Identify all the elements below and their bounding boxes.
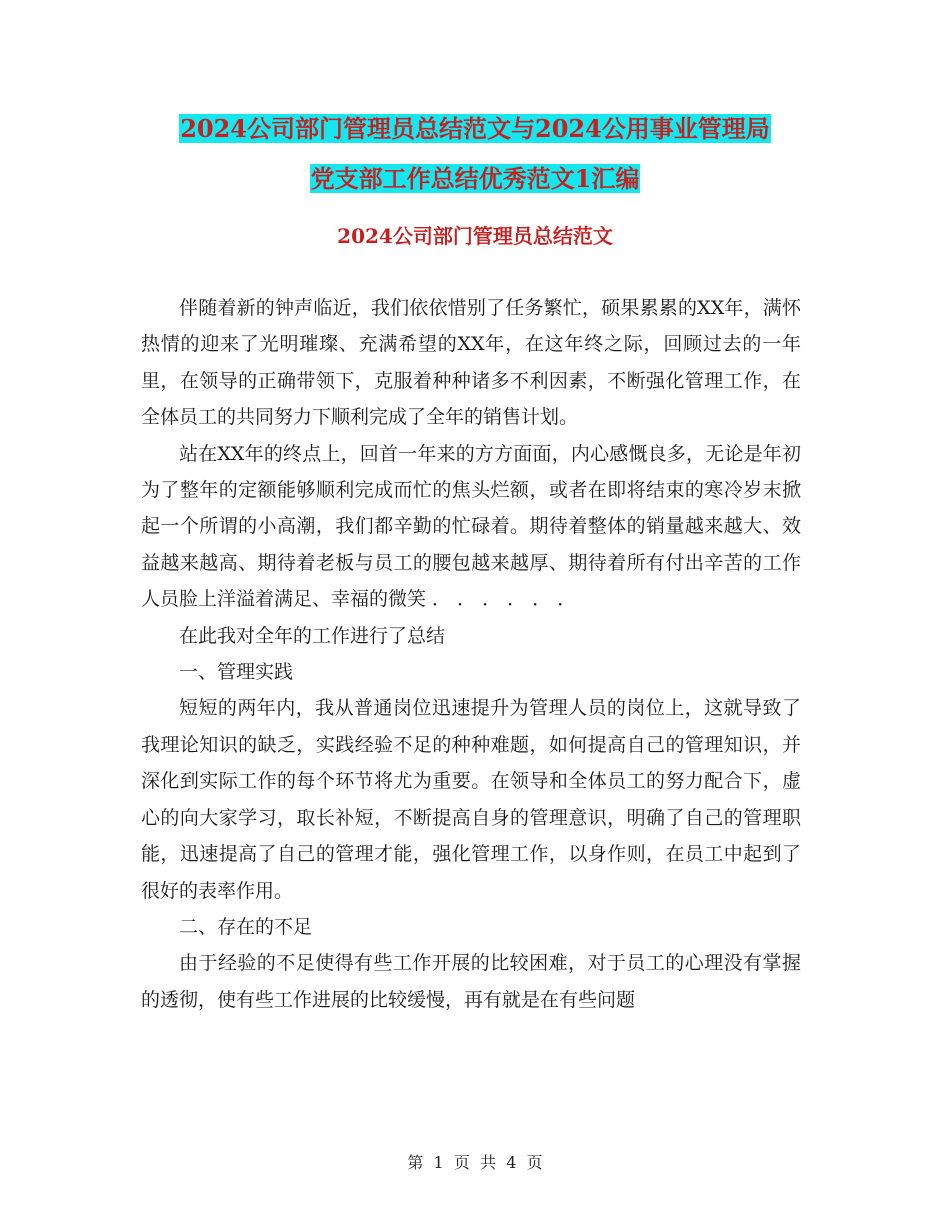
document-title-line-1: 2024公司部门管理员总结范文与2024公用事业管理局 [180, 114, 770, 143]
paragraph: 在此我对全年的工作进行了总结 [179, 624, 446, 647]
paragraph: 伴随着新的钟声临近，我们依依惜别了任务繁忙，硕果累累的XX年，满怀热情的迎来了光明璀璨、充满希望的XX年，在这年终之际，回顾过去的一年里，在领导的正确带领下，克服着种种诸多不利因素，不断强化管理工作，在全体员工的共同努力下顺利完成了全年的销售计划。 [141, 297, 801, 429]
document-title-line-2: 党支部工作总结优秀范文1汇编 [310, 164, 640, 193]
section-title: 2024公司部门管理员总结范文 [337, 224, 613, 248]
document-title [0, 104, 950, 204]
page-footer: 第 1 页 共 4 页 [407, 1153, 543, 1172]
paragraph: 站在XX年的终点上，回首一年来的方方面面，内心感慨良多，无论是年初为了整年的定额能够顺利完成而忙的焦头烂额，或者在即将结束的寒冷岁末掀起一个所谓的小高潮，我们都辛勤的忙碌着。期待着整体的销量越来越大、效益越来越高、期待着老板与员工的腰包越来越厚、期待着所有付出辛苦的工作人员脸上洋溢着满足、幸福的微笑 ． ． ． ． ． ． [141, 442, 801, 611]
document-body [141, 290, 801, 1018]
paragraph: 由于经验的不足使得有些工作开展的比较困难，对于员工的心理没有掌握的透彻，使有些工作进展的比较缓慢，再有就是在有些问题 [141, 952, 801, 1011]
section-heading: 二、存在的不足 [179, 915, 313, 938]
section-heading: 一、管理实践 [179, 661, 294, 684]
paragraph: 短短的两年内，我从普通岗位迅速提升为管理人员的岗位上，这就导致了我理论知识的缺乏，实践经验不足的种种难题，如何提高自己的管理知识，并深化到实际工作的每个环节将尤为重要。在领导和全体员工的努力配合下，虚心的向大家学习，取长补短，不断提高自身的管理意识，明确了自己的管理职能，迅速提高了自己的管理才能，强化管理工作，以身作则，在员工中起到了很好的表率作用。 [141, 697, 801, 902]
